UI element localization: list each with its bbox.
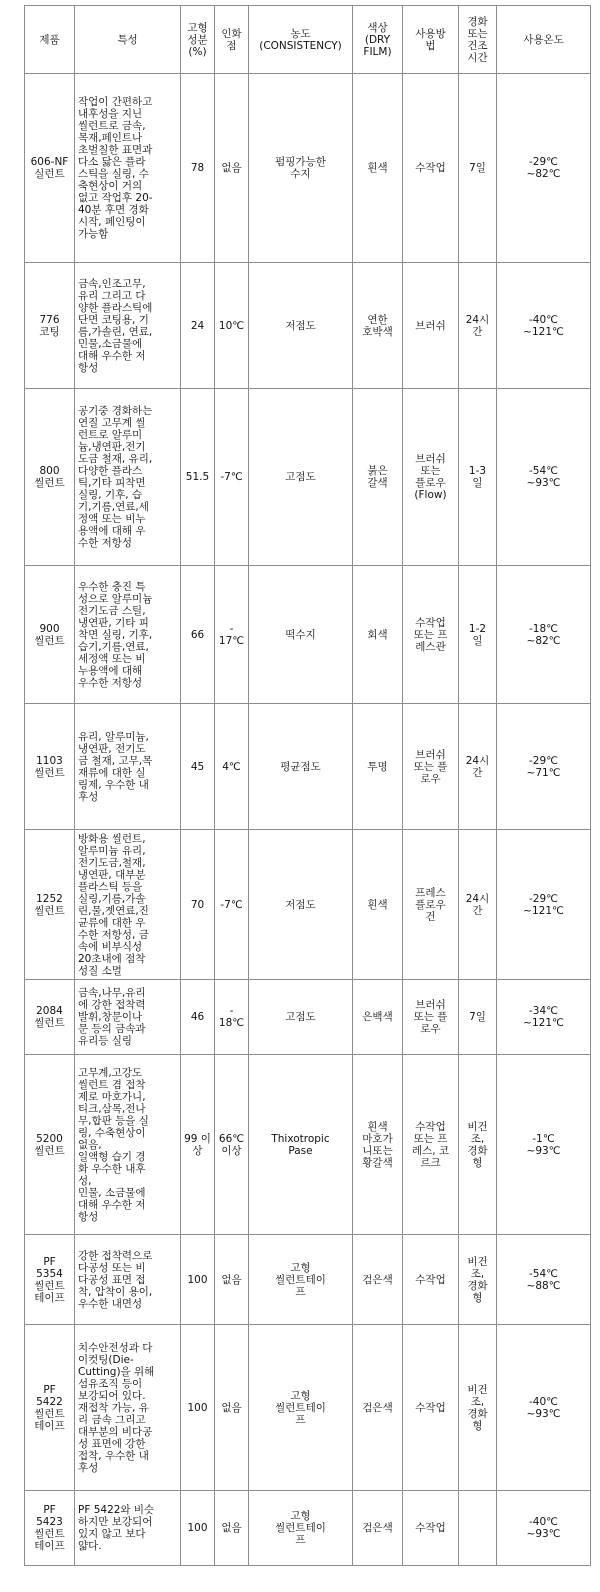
method-cell: 브러쉬 bbox=[403, 263, 459, 389]
table-row bbox=[25, 389, 591, 566]
consistency-cell: 펌핑가능한 수지 bbox=[249, 74, 353, 263]
method-cell: 수작업 bbox=[403, 1491, 459, 1566]
table-row bbox=[25, 566, 591, 704]
consistency-cell: 고형 씰런트테이 프 bbox=[249, 1235, 353, 1325]
product-cell: 1252 씰런트 bbox=[25, 830, 75, 980]
flash-point-cell: 없음 bbox=[215, 1325, 249, 1491]
product-cell: 900 씰런트 bbox=[25, 566, 75, 704]
feature-cell: 금속,인조고무, 유리 그리고 다 양한 플라스틱에 단면 코팅용, 기 름,가솔린, 연료, 민물,소금물에 대해 우수한 저 항성 bbox=[75, 263, 181, 389]
feature-cell: 고무계,고강도 씰런트 겸 접착 제로 마호가니, 티크,삼목,전나 무,합판 등을 실 링, 수축현상이 없음, 일액형 습기 경 화 우수한 내후 성, 민물, 소금물에 대해 우수한 저 항성 bbox=[75, 1055, 181, 1235]
temperature-cell: -34℃ ~121℃ bbox=[497, 980, 591, 1055]
header-color: 색상 (DRY FILM) bbox=[353, 6, 403, 74]
feature-cell: 방화용 씰런트, 알루미늄 유리, 전기도금,철재, 냉연판, 대부분 플라스틱 등을 실링,기름,가솔 린,물,젯연료,진 균류에 대한 우 수한 저항성, 금 속에 비부식성 20초내에 점착 성질 소멸 bbox=[75, 830, 181, 980]
flash-point-cell: - 18℃ bbox=[215, 980, 249, 1055]
flash-point-cell: 4℃ bbox=[215, 704, 249, 830]
table-row bbox=[25, 980, 591, 1055]
product-cell: PF 5423 씰런트 테이프 bbox=[25, 1491, 75, 1566]
solids-cell: 24 bbox=[181, 263, 215, 389]
cure-time-cell: 비건 조, 경화 형 bbox=[459, 1055, 497, 1235]
temperature-cell: -40℃ ~93℃ bbox=[497, 1325, 591, 1491]
header-cure-time: 경화 또는 건조 시간 bbox=[459, 6, 497, 74]
product-spec-table-container bbox=[24, 5, 590, 1566]
cure-time-cell: 1-3 일 bbox=[459, 389, 497, 566]
solids-cell: 70 bbox=[181, 830, 215, 980]
color-cell: 흰색 마호가 니또는 황갈색 bbox=[353, 1055, 403, 1235]
method-cell: 브러쉬 또는 플 로우 bbox=[403, 980, 459, 1055]
temperature-cell: -29℃ ~82℃ bbox=[497, 74, 591, 263]
consistency-cell: 저점도 bbox=[249, 263, 353, 389]
consistency-cell: 고점도 bbox=[249, 389, 353, 566]
flash-point-cell: 없음 bbox=[215, 1491, 249, 1566]
consistency-cell: 고형 씰런트테이 프 bbox=[249, 1491, 353, 1566]
temperature-cell: -40℃ ~121℃ bbox=[497, 263, 591, 389]
color-cell: 흰색 bbox=[353, 74, 403, 263]
color-cell: 흰색 bbox=[353, 830, 403, 980]
solids-cell: 51.5 bbox=[181, 389, 215, 566]
feature-cell: PF 5422와 비슷 하지만 보강되어 있지 않고 보다 얇다. bbox=[75, 1491, 181, 1566]
solids-cell: 78 bbox=[181, 74, 215, 263]
flash-point-cell: - 17℃ bbox=[215, 566, 249, 704]
flash-point-cell: 66℃ 이상 bbox=[215, 1055, 249, 1235]
cure-time-cell: 7일 bbox=[459, 980, 497, 1055]
product-cell: 776 코팅 bbox=[25, 263, 75, 389]
temperature-cell: -29℃ ~71℃ bbox=[497, 704, 591, 830]
header-solids: 고형 성분 (%) bbox=[181, 6, 215, 74]
header-flash-point: 인화 점 bbox=[215, 6, 249, 74]
product-cell: 2084 씰런트 bbox=[25, 980, 75, 1055]
table-row bbox=[25, 1055, 591, 1235]
consistency-cell: 평균점도 bbox=[249, 704, 353, 830]
flash-point-cell: -7℃ bbox=[215, 830, 249, 980]
flash-point-cell: 없음 bbox=[215, 74, 249, 263]
temperature-cell: -18℃ ~82℃ bbox=[497, 566, 591, 704]
feature-cell: 우수한 충진 특 성으로 알루미늄 전기도금 스틸, 냉연판, 기타 피 착면 실링, 기후, 습기,기름,연료, 세정액 또는 비 누용액에 대해 우수한 저항성 bbox=[75, 566, 181, 704]
method-cell: 수작업 bbox=[403, 1325, 459, 1491]
cure-time-cell: 7일 bbox=[459, 74, 497, 263]
product-cell: 800 씰런트 bbox=[25, 389, 75, 566]
header-row bbox=[25, 6, 591, 74]
temperature-cell: -29℃ ~121℃ bbox=[497, 830, 591, 980]
table-row bbox=[25, 74, 591, 263]
consistency-cell: 저점도 bbox=[249, 830, 353, 980]
cure-time-cell: 24시 간 bbox=[459, 263, 497, 389]
header-method: 사용방 법 bbox=[403, 6, 459, 74]
product-cell: 1103 씰런트 bbox=[25, 704, 75, 830]
color-cell: 검은색 bbox=[353, 1491, 403, 1566]
temperature-cell: -1℃ ~93℃ bbox=[497, 1055, 591, 1235]
feature-cell: 작업이 간편하고 내후성을 지닌 씰런트로 금속, 목재,페인트나 초벌칠한 표면과 다소 닳은 플라 스틱을 실링, 수 축현상이 거의 없고 작업후 20- 40분 후면 경화 시작, 페인팅이 가능함 bbox=[75, 74, 181, 263]
feature-cell: 치수안전성과 다 이컷팅(Die- Cutting)을 위해 섬유조직 등이 보강되어 있다. 재접착 가능, 유 리 금속 그리고 대부분의 비다공 성 표면에 강한 접착, 우수한 내 후성 bbox=[75, 1325, 181, 1491]
color-cell: 투명 bbox=[353, 704, 403, 830]
solids-cell: 100 bbox=[181, 1325, 215, 1491]
table-row bbox=[25, 704, 591, 830]
product-cell: 606-NF 실런트 bbox=[25, 74, 75, 263]
cure-time-cell bbox=[459, 1491, 497, 1566]
cure-time-cell: 비건 조, 경화 형 bbox=[459, 1325, 497, 1491]
method-cell: 브러쉬 또는 플로우 (Flow) bbox=[403, 389, 459, 566]
method-cell: 프레스 플로우 건 bbox=[403, 830, 459, 980]
table-row bbox=[25, 1491, 591, 1566]
feature-cell: 강한 접착력으로 다공성 또는 비 다공성 표면 접 착, 압착이 용이, 우수한 내면성 bbox=[75, 1235, 181, 1325]
consistency-cell: Thixotropic Pase bbox=[249, 1055, 353, 1235]
solids-cell: 100 bbox=[181, 1491, 215, 1566]
solids-cell: 99 이 상 bbox=[181, 1055, 215, 1235]
header-consistency: 농도 (CONSISTENCY) bbox=[249, 6, 353, 74]
solids-cell: 66 bbox=[181, 566, 215, 704]
color-cell: 은백색 bbox=[353, 980, 403, 1055]
color-cell: 붉은 갈색 bbox=[353, 389, 403, 566]
method-cell: 수작업 bbox=[403, 1235, 459, 1325]
feature-cell: 유리, 알루미늄, 냉연판, 전기도 금 철재, 고무,목 재류에 대한 실 링제, 우수한 내 후성 bbox=[75, 704, 181, 830]
product-cell: 5200 씰런트 bbox=[25, 1055, 75, 1235]
table-row bbox=[25, 263, 591, 389]
solids-cell: 46 bbox=[181, 980, 215, 1055]
cure-time-cell: 24시 간 bbox=[459, 830, 497, 980]
color-cell: 검은색 bbox=[353, 1325, 403, 1491]
header-temperature: 사용온도 bbox=[497, 6, 591, 74]
method-cell: 수작업 bbox=[403, 74, 459, 263]
flash-point-cell: 없음 bbox=[215, 1235, 249, 1325]
temperature-cell: -54℃ ~93℃ bbox=[497, 389, 591, 566]
table-row bbox=[25, 1235, 591, 1325]
solids-cell: 100 bbox=[181, 1235, 215, 1325]
method-cell: 수작업 또는 프 레스관 bbox=[403, 566, 459, 704]
solids-cell: 45 bbox=[181, 704, 215, 830]
feature-cell: 금속,나무,유리 에 강한 접착력 발휘,창문이나 문 등의 금속과 유리등 실링 bbox=[75, 980, 181, 1055]
table-row bbox=[25, 1325, 591, 1491]
table-row bbox=[25, 830, 591, 980]
header-product: 제품 bbox=[25, 6, 75, 74]
consistency-cell: 고점도 bbox=[249, 980, 353, 1055]
cure-time-cell: 비건 조, 경화 형 bbox=[459, 1235, 497, 1325]
cure-time-cell: 1-2 일 bbox=[459, 566, 497, 704]
header-feature: 특성 bbox=[75, 6, 181, 74]
product-cell: PF 5422 씰런트 테이프 bbox=[25, 1325, 75, 1491]
product-spec-table bbox=[24, 5, 591, 1566]
method-cell: 수작업 또는 프 레스, 코 르크 bbox=[403, 1055, 459, 1235]
product-cell: PF 5354 씰런트 테이프 bbox=[25, 1235, 75, 1325]
color-cell: 검은색 bbox=[353, 1235, 403, 1325]
feature-cell: 공기중 경화하는 연질 고무계 씰 런트로 알루미 늄,냉연판,전기 도금 철재, 유리, 다양한 플라스 틱,기타 피착면 실링, 기후, 습 기,기름,연료,세 정액 또는 비누 용액에 대해 우 수한 저항성 bbox=[75, 389, 181, 566]
flash-point-cell: 10℃ bbox=[215, 263, 249, 389]
consistency-cell: 고형 씰런트테이 프 bbox=[249, 1325, 353, 1491]
cure-time-cell: 24시 간 bbox=[459, 704, 497, 830]
flash-point-cell: -7℃ bbox=[215, 389, 249, 566]
temperature-cell: -54℃ ~88℃ bbox=[497, 1235, 591, 1325]
color-cell: 연한 호박색 bbox=[353, 263, 403, 389]
temperature-cell: -40℃ ~93℃ bbox=[497, 1491, 591, 1566]
consistency-cell: 떡수지 bbox=[249, 566, 353, 704]
method-cell: 브러쉬 또는 플 로우 bbox=[403, 704, 459, 830]
table-body bbox=[25, 74, 591, 1566]
color-cell: 회색 bbox=[353, 566, 403, 704]
